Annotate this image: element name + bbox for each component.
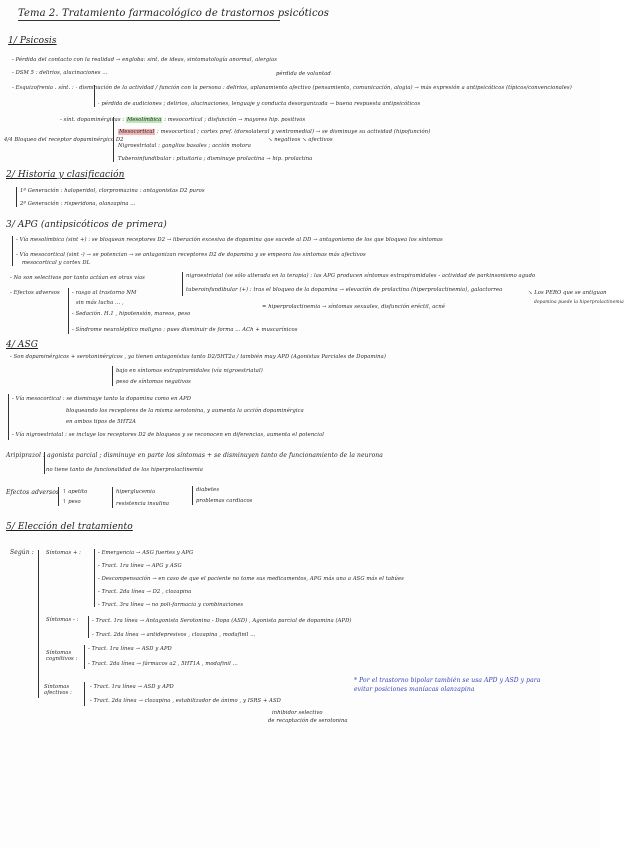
- s5-b-label: Síntomas - :: [46, 617, 79, 623]
- s4-brace-a: [112, 366, 113, 386]
- s5-d-3: inhibidor selectivo: [272, 710, 323, 716]
- s3-right-1: ↘ Los PERO que se antiguan: [528, 290, 607, 296]
- mesocortical-highlight: Mesocortical: [119, 129, 155, 135]
- s3-line-8: - Síndrome neuroléptico maligno : pues disminuir de forma ... ACh + muscarínicos: [72, 327, 298, 333]
- s3-line-6: sin más lucha ... ,: [76, 300, 124, 306]
- s3-right-2: dopamina puede la hiperprolactinemia: [534, 300, 624, 305]
- s5-segun: Según :: [10, 549, 34, 556]
- s4-brace-b: [8, 394, 9, 440]
- mesolimbica-highlight: Mesolímbica: [126, 117, 162, 123]
- s3-line-4b: tuberoinfundibular (+) : tras el bloqueo de la dopamina → elevación de prolactina (hiperprolactinemia), galactorrea: [186, 287, 503, 293]
- s1-line-2: - DSM 5 : delirios, alucinaciones ...: [12, 70, 108, 76]
- s3-line-1: - Vía mesolímbica (sint +) : se bloquean receptores D2 → liberación excesiva de dopamina que sucede al DD → antagonismo de los que bloquea los síntomas: [16, 237, 443, 243]
- s1-left-note: 4/4 Bloqueo del receptor dopaminérgico D2: [4, 137, 124, 143]
- s5-b-brace: [88, 616, 89, 638]
- s5-a-1: - Emergencia → ASG fuertes y APG: [98, 550, 194, 556]
- section-1-heading: 1/ Psicosis: [8, 36, 57, 46]
- s4-line-9: no tiene tanto de funcionalidad de los hiperprolactinemia: [46, 467, 203, 473]
- s4-line-10b: ↑ peso: [62, 499, 81, 505]
- s1-line-3: - Esquizofrenia . sínt. : · disminución de la actividad / función con la persona : delirios, aplanamiento afectivo (pensamiento, comunicación, alogia) → más expresión a antipsicóticos (típicos/convencionales): [12, 85, 572, 91]
- s4-line-10: Efectos adversos: [6, 489, 60, 496]
- s4-brace-c: [44, 452, 45, 474]
- section-5-heading: 5/ Elección del tratamiento: [6, 522, 133, 532]
- s5-a-3: - Descompensación → en caso de que el paciente no tome sus medicamentos, APG más una a ASG más el tabúes: [98, 576, 404, 582]
- s5-a-brace: [94, 549, 95, 607]
- s5-main-brace: [38, 550, 39, 698]
- s4-brace-d: [58, 487, 59, 506]
- s5-b-1: - Tract. 1ra línea → Antagonista Serotonina - Dopa (ASD) , Agonista parcial de dopamina (APD): [92, 618, 352, 624]
- s5-b-2: - Tract. 2da línea → antidepresivos , clozapina , modafinil ...: [92, 632, 256, 638]
- s5-d-1: - Tract. 1ra línea → ASD y APD: [90, 684, 174, 690]
- s5-a-4: - Tract. 2da línea → D2 , clozapina: [98, 589, 192, 595]
- s2-line-2: 2ª Generación : risperidona, olanzapina ...: [20, 201, 136, 207]
- title-underline: [18, 20, 280, 21]
- s2-line-1: 1ª Generación : haloperidol, clorpromazina : antagonistas D2 puros: [20, 188, 205, 194]
- section-3-heading: 3/ APG (antipsicóticos de primera): [6, 220, 167, 230]
- s1-line-6: Mesocortical : mesocortical ; cortex pref. (dorsolateral y ventromedial) → se disminuye su actividad (hipofunción): [119, 129, 431, 135]
- s5-a-2: - Tract. 1ra línea → APG y ASG: [98, 563, 182, 569]
- s4-line-4: - Vía mesocortical : se disminuye tanto la dopamina como en APD: [12, 396, 191, 402]
- section-4-heading: 4/ ASG: [6, 340, 39, 350]
- s5-d-label: Síntomas afectivos :: [44, 684, 72, 696]
- s3-line-5: - rasgo al trastorno NM: [72, 290, 137, 296]
- s3-right-3: = hiperprolactinemia → síntomas sexuales, disfunción eréctil, acné: [262, 304, 446, 310]
- s4-line-3: peso de síntomas negativos: [116, 379, 191, 385]
- s4-line-10e: diabetes: [196, 487, 220, 493]
- s4-line-10d: resistencia insulina: [116, 501, 170, 507]
- s3-line-3: - No son selectivos por tanto actúan en otras vías: [10, 275, 145, 281]
- s4-line-7: - Vía nigroestriatal : se incluye los receptores D2 de bloqueos y se reconocen en diferencias, aumenta el potencial: [12, 432, 324, 438]
- s1-line-5: - sínt. dopaminérgicas : Mesolímbica : mesocortical ; disfunción → mayores hip. positivos: [60, 117, 306, 123]
- page-title: Tema 2. Tratamiento farmacológico de trastornos psicóticos: [18, 8, 330, 19]
- s4-line-1: - Son dopaminérgicos + serotoninérgicos , ya tienen antagonistas tanto D2/5HT2a / también muy APD (Agonistas Parciales de Dopamina): [10, 354, 386, 360]
- s4-line-2: bajo en síntomas extrapiramidales (vía nigroestriatal): [116, 368, 263, 374]
- s4-line-8: Aripiprazol : agonista parcial ; disminuye en parte los síntomas + se disminuyen tanto de funcionamiento de la neurona: [6, 452, 383, 459]
- s1-line-4: · pérdida de audiciones ; delirios, alucinaciones, lenguaje y conducta desorganizada → buena respuesta antipsicóticos: [98, 101, 421, 107]
- s1-line-8: Tuberoinfundibular : pituitaria ; disminuye prolactina → hip. prolactina: [118, 156, 313, 162]
- s5-d-2: - Tract. 2da línea → clozapina , estabilizador de ánimo , y ISRS + ASD: [90, 698, 281, 704]
- s4-line-10f: problemas cardiacos: [196, 498, 253, 504]
- s4-line-10a: ↑ apetito: [62, 489, 88, 495]
- s3-brace-a: [12, 236, 13, 266]
- s4-brace-e: [112, 487, 113, 508]
- s5-d-4: de recaptación de serotonina: [268, 718, 348, 724]
- s3-brace-c: [68, 288, 69, 334]
- s3-line-2b: mesocortical y cortex DL: [22, 260, 91, 266]
- s4-line-6: en ambos tipos de 5HT2A: [66, 419, 136, 425]
- s1-line-6-small: ↘ negativos ↘ afectivos: [268, 137, 333, 143]
- s3-brace-b: [182, 272, 183, 296]
- s1-note-above: pérdida de voluntad: [276, 71, 331, 77]
- s5-a-label: Síntomas + :: [46, 550, 82, 556]
- s5-c-2: - Tract. 2da línea → fármacos a2 , 5HT1A , modafinil ...: [88, 661, 238, 667]
- s4-line-5: bloqueando los receptores de la misma serotonina, y aumenta la acción dopaminérgica: [66, 408, 304, 414]
- s1-line-7: Nigroestriatal : ganglios basales ; acción motora: [118, 143, 251, 149]
- section-2-heading: 2/ Historia y clasificación: [6, 170, 125, 180]
- s5-a-5: - Tract. 3ra línea → no poli-farmacia y combinaciones: [98, 602, 244, 608]
- s2-brace: [16, 187, 17, 207]
- s1-brace-a: [94, 85, 95, 107]
- s3-line-4: - Efectos adversos: [10, 290, 60, 296]
- s5-d-brace: [84, 682, 85, 706]
- s3-line-7: - Sedación. H.1 , hipotensión, mareos, peso: [72, 311, 191, 317]
- s5-c-1: - Tract. 1ra línea → ASD y APD: [88, 646, 172, 652]
- s4-brace-f: [192, 486, 193, 505]
- s3-line-3b: nigroestriatal (se sólo alterada en la terapia) : las APG producen síntomas extrapiramidales - actividad de parkinsonismo agudo: [186, 273, 536, 279]
- s5-blue-note: * Por el trastorno bipolar también se usa APD y ASD y para evitar posiciones maníacas olanzapina: [354, 677, 541, 693]
- s4-line-10c: hiperglucemia: [116, 489, 156, 495]
- s5-c-brace: [84, 645, 85, 669]
- s1-line-1: - Pérdida del contacto con la realidad → engloba: sint. de ideas, sintomatología anormal, alergias: [12, 57, 277, 63]
- s5-c-label: Síntomas cognitivos :: [46, 650, 78, 662]
- s3-line-2: - Vía mesocortical (sint -) → se potencian → se antagonizan receptores D2 de dopamina y se empeora los síntomas más afectivos: [16, 252, 366, 258]
